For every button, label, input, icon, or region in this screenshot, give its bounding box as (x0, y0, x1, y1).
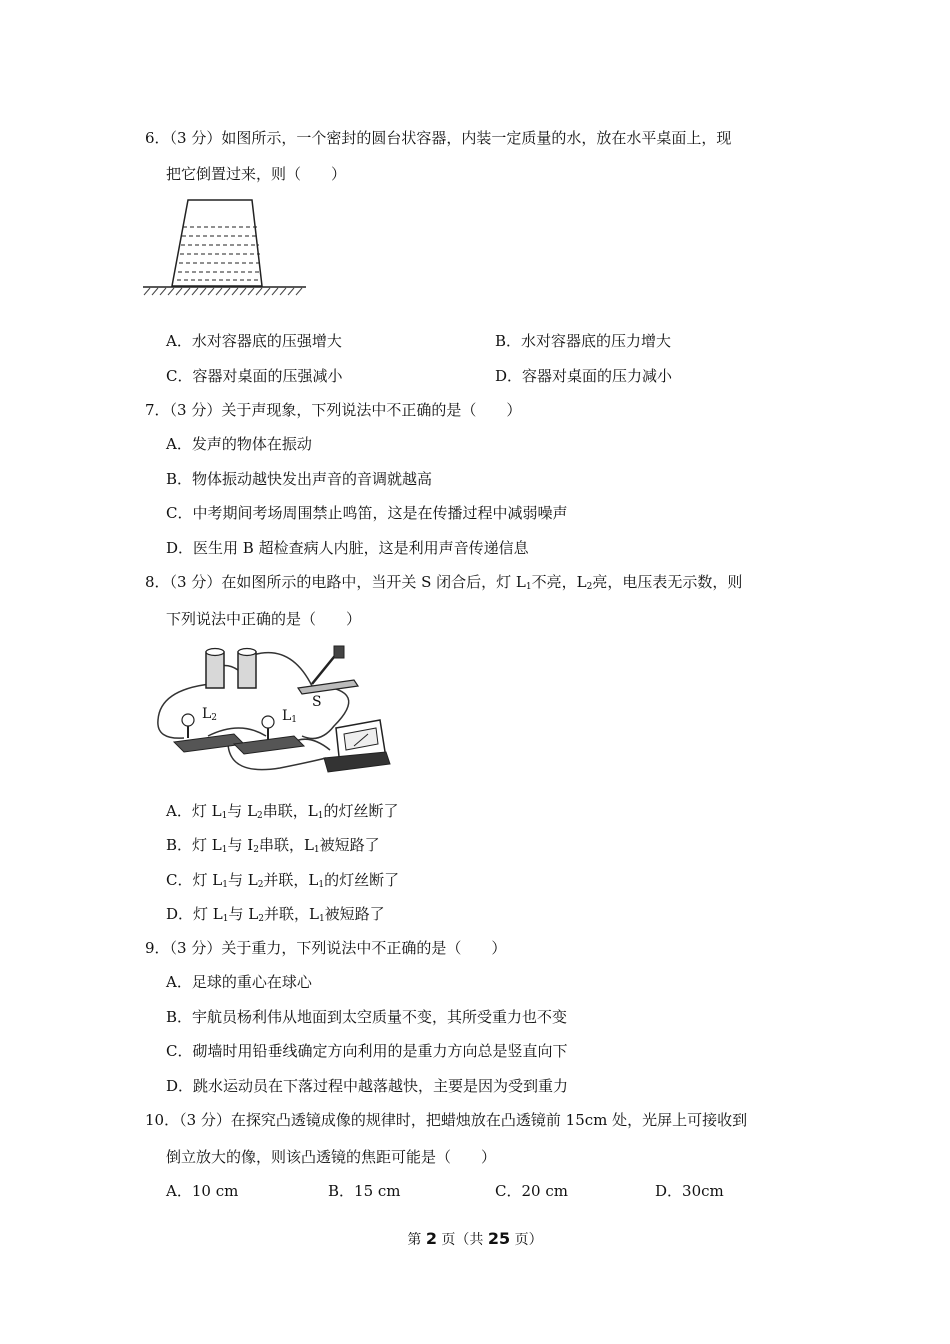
q8-figure-label-l2: $L_2$ (202, 706, 218, 723)
q9-option-b: B．宇航员杨利伟从地面到太空质量不变，其所受重力也不变 (166, 1008, 568, 1026)
q8-stem-line1: 8．（3 分）在如图所示的电路中，当开关 S 闭合后，灯 $L_1$不亮，$L_2$亮，电压表无示数，则 (145, 573, 743, 592)
q7-stem: 7．（3 分）关于声现象，下列说法中不正确的是（ ） (145, 401, 522, 419)
q9-option-a: A．足球的重心在球心 (166, 973, 312, 991)
q6-stem-line2: 把它倒置过来，则（ ） (166, 165, 347, 183)
page-footer: 第 2 页（共 25 页） (407, 1229, 543, 1248)
q8-figure-label-s: S (312, 694, 322, 710)
q6-option-a: A．水对容器底的压强增大 (166, 332, 342, 350)
q10-stem-line2: 倒立放大的像，则该凸透镜的焦距可能是（ ） (166, 1148, 497, 1166)
page-total: 25 (487, 1229, 511, 1248)
q10-option-a: A．10 cm (166, 1182, 239, 1200)
q6-container-figure (140, 196, 310, 300)
q9-option-d: D．跳水运动员在下落过程中越落越快，主要是因为受到重力 (166, 1077, 569, 1095)
q9-option-c: C．砌墙时用铅垂线确定方向利用的是重力方向总是竖直向下 (166, 1042, 568, 1060)
q8-circuit-figure (140, 640, 400, 780)
q6-option-b: B．水对容器底的压力增大 (495, 332, 672, 350)
q10-stem-line1: 10．（3 分）在探究凸透镜成像的规律时，把蜡烛放在凸透镜前 15cm 处，光屏上可接收到 (145, 1111, 748, 1129)
q7-option-b: B．物体振动越快发出声音的音调就越高 (166, 470, 433, 488)
q6-option-d: D．容器对桌面的压力减小 (495, 367, 673, 385)
q8-option-b: B．灯 $L_1$与 $I_2$串联，$L_1$被短路了 (166, 836, 380, 855)
q7-option-c: C．中考期间考场周围禁止鸣笛，这是在传播过程中减弱噪声 (166, 504, 568, 522)
q10-option-d: D．30cm (655, 1182, 724, 1200)
q6-stem-line1: 6．（3 分）如图所示，一个密封的圆台状容器，内装一定质量的水，放在水平桌面上，现 (145, 129, 732, 147)
q8-option-c: C．灯 $L_1$与 $L_2$并联，$L_1$的灯丝断了 (166, 871, 400, 890)
q10-option-b: B．15 cm (328, 1182, 401, 1200)
page-number: 2 (425, 1229, 437, 1248)
q7-option-d: D．医生用 B 超检查病人内脏，这是利用声音传递信息 (166, 539, 529, 557)
q9-stem: 9．（3 分）关于重力，下列说法中不正确的是（ ） (145, 939, 507, 957)
q8-option-a: A．灯 $L_1$与 $L_2$串联，$L_1$的灯丝断了 (166, 802, 399, 821)
q7-option-a: A．发声的物体在振动 (166, 435, 312, 453)
q6-option-c: C．容器对桌面的压强减小 (166, 367, 343, 385)
q8-figure-label-l1: $L_1$ (282, 708, 298, 725)
q10-option-c: C．20 cm (495, 1182, 568, 1200)
q8-stem-line2: 下列说法中正确的是（ ） (166, 610, 362, 628)
q8-option-d: D．灯 $L_1$与 $L_2$并联，$L_1$被短路了 (166, 905, 385, 924)
